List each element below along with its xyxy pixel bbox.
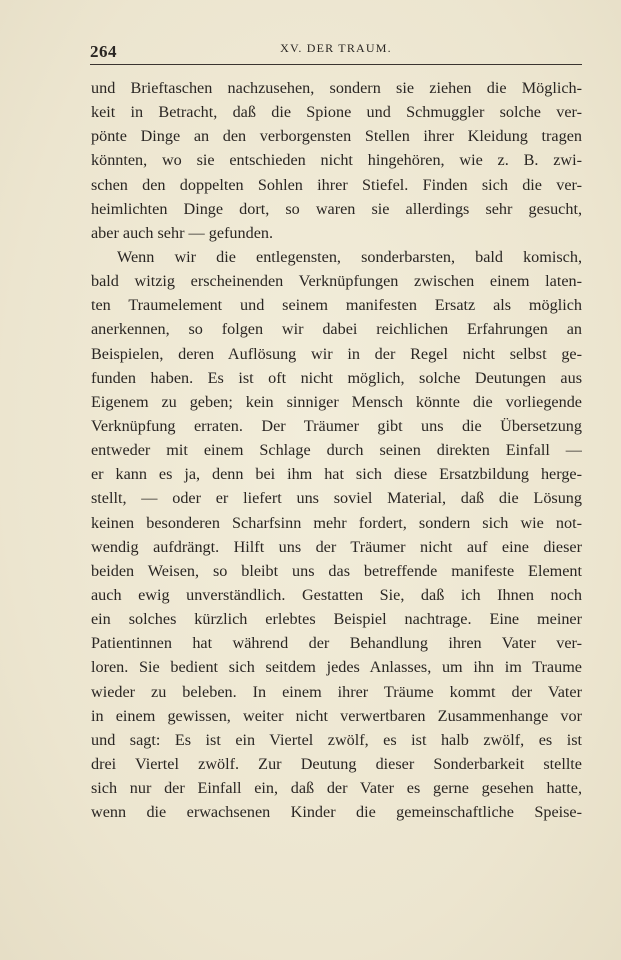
page-number: 264 bbox=[90, 42, 117, 61]
text-line: Verknüpfung erraten. Der Träumer gibt uns die Übersetzung bbox=[91, 416, 582, 435]
text-line: und sagt: Es ist ein Viertel zwölf, es ist halb zwölf, es ist bbox=[91, 730, 582, 749]
text-line: aber auch sehr — gefunden. bbox=[91, 223, 274, 242]
text-line: keit in Betracht, daß die Spione und Schmuggler solche ver- bbox=[91, 103, 582, 122]
text-line: ein solches kürzlich erlebtes Beispiel nachtrage. Eine meiner bbox=[91, 610, 582, 629]
running-head: XV. DER TRAUM. bbox=[280, 41, 392, 55]
page-header bbox=[90, 38, 582, 68]
text-line: er kann es ja, denn bei ihm hat sich diese Ersatzbildung herge- bbox=[91, 465, 582, 484]
text-line: wieder zu beleben. In einem ihrer Träume kommt der Vater bbox=[91, 682, 582, 701]
body-text bbox=[91, 76, 582, 824]
text-line: anerkennen, so folgen wir dabei reichlichen Erfahrungen an bbox=[91, 320, 582, 339]
text-line: keinen besonderen Scharfsinn mehr fordert, sondern sich wie not- bbox=[91, 513, 582, 532]
text-line: Beispielen, deren Auflösung wir in der Regel nicht selbst ge- bbox=[91, 344, 582, 363]
text-line: heimlichten Dinge dort, so waren sie allerdings sehr gesucht, bbox=[91, 199, 582, 218]
text-line: wendig aufdrängt. Hilft uns der Träumer nicht auf eine dieser bbox=[91, 537, 582, 556]
text-line: funden haben. Es ist oft nicht möglich, solche Deutungen aus bbox=[91, 368, 582, 387]
text-line: in einem gewissen, weiter nicht verwertbaren Zusammenhange vor bbox=[91, 706, 582, 725]
text-line: sich nur der Einfall ein, daß der Vater es gerne gesehen hatte, bbox=[91, 779, 582, 798]
text-line: pönte Dinge an den verborgensten Stellen ihrer Kleidung tragen bbox=[91, 127, 582, 146]
text-line: Patientinnen hat während der Behandlung ihren Vater ver- bbox=[91, 634, 582, 653]
text-line: Wenn wir die entlegensten, sonderbarsten, bald komisch, bbox=[117, 247, 582, 266]
text-line: wenn die erwachsenen Kinder die gemeinschaftliche Speise- bbox=[91, 803, 582, 822]
text-line: beiden Weisen, so bleibt uns das betreffende manifeste Element bbox=[91, 561, 582, 580]
text-line: schen den doppelten Sohlen ihrer Stiefel. Finden sich die ver- bbox=[91, 175, 582, 194]
text-line: stellt, — oder er liefert uns soviel Material, daß die Lösung bbox=[91, 489, 582, 508]
header-rule bbox=[90, 64, 582, 65]
text-line: und Brieftaschen nachzusehen, sondern sie ziehen die Möglich- bbox=[91, 79, 582, 97]
text-line: loren. Sie bedient sich seitdem jedes Anlasses, um ihn im Traume bbox=[91, 658, 582, 677]
text-line: bald witzig erscheinenden Verknüpfungen zwischen einem laten- bbox=[91, 272, 582, 291]
text-line: drei Viertel zwölf. Zur Deutung dieser Sonderbarkeit stellte bbox=[91, 754, 582, 773]
text-line: könnten, wo sie entschieden nicht hingehören, wie z. B. zwi- bbox=[91, 151, 582, 170]
text-line: Eigenem zu geben; kein sinniger Mensch könnte die vorliegende bbox=[91, 392, 582, 411]
text-line: auch ewig unverständlich. Gestatten Sie, daß ich Ihnen noch bbox=[91, 585, 582, 604]
text-line: entweder mit einem Schlage durch seinen direkten Einfall — bbox=[91, 441, 582, 460]
text-line: ten Traumelement und seinem manifesten Ersatz als möglich bbox=[91, 296, 582, 315]
